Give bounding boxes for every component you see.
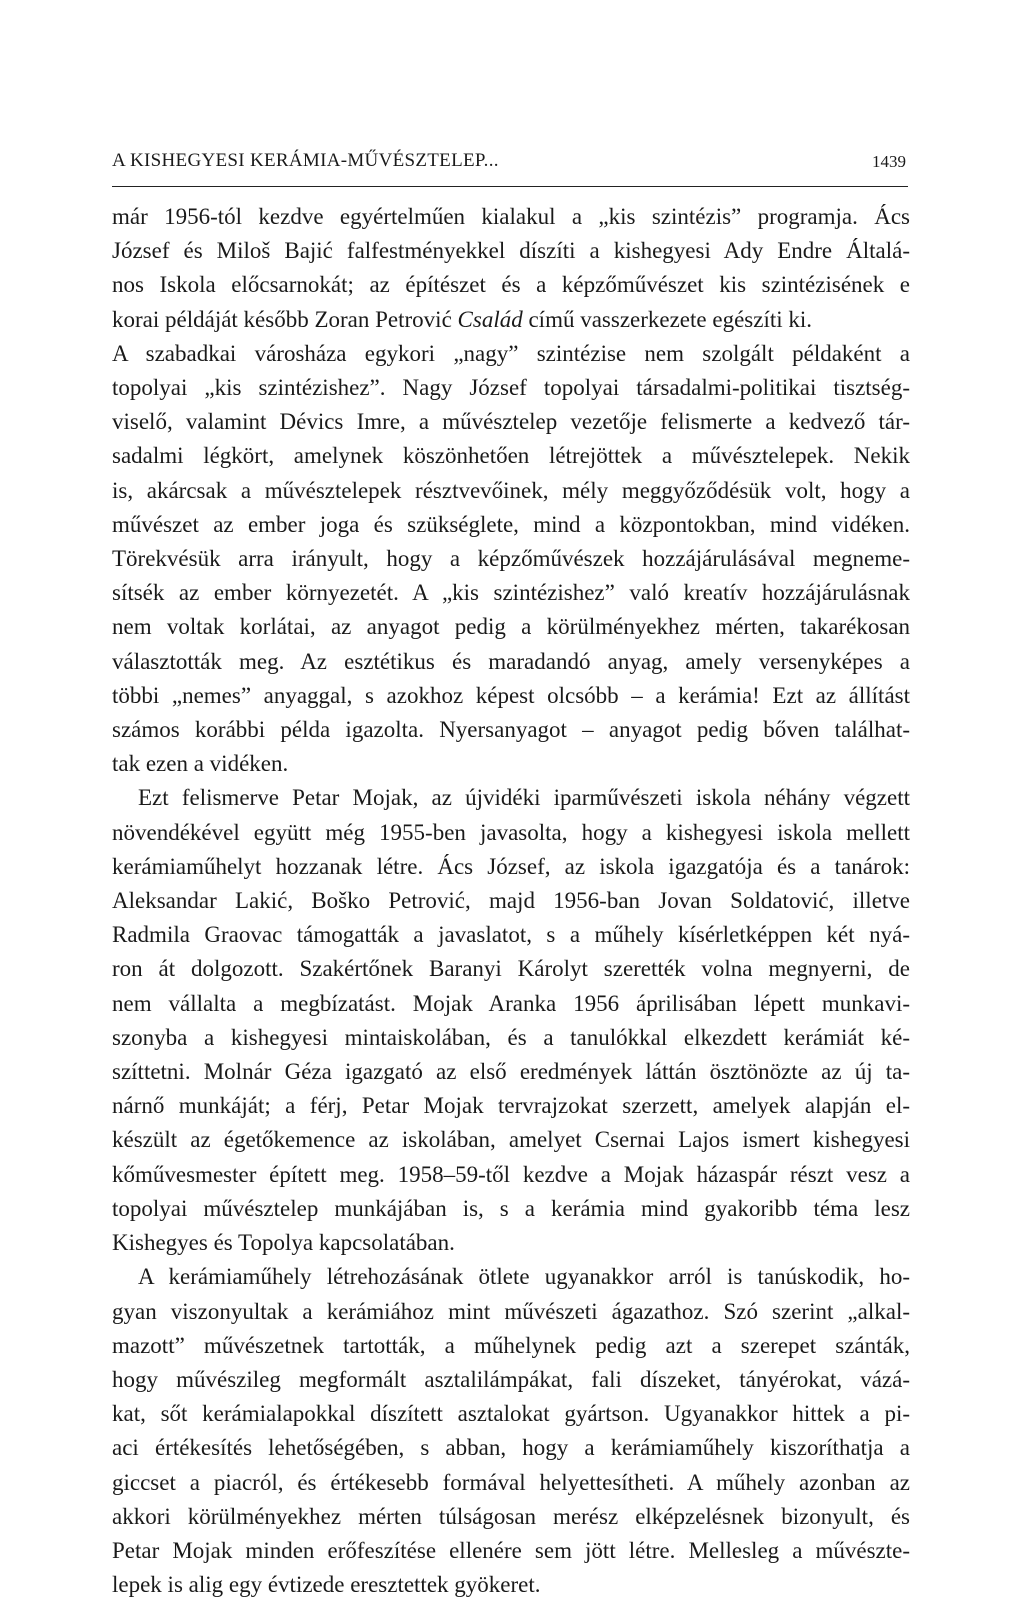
text-line: nos Iskola előcsarnokát; az építészet és a képzőművészet kis szintézisének e: [112, 272, 910, 298]
page-number: 1439: [872, 152, 906, 171]
text-line: mazott” művészetnek tartották, a műhelynek pedig azt a szerepet szánták,: [112, 1332, 910, 1358]
text-line: szonyba a kishegyesi mintaiskolában, és a tanulókkal elkezdett kerámiát ké-: [112, 1024, 910, 1050]
text-line: aci értékesítés lehetőségében, s abban, hogy a kerámiaműhely kiszoríthatja a: [112, 1435, 910, 1461]
text-line: József és Miloš Bajić falfestményekkel díszíti a kishegyesi Ady Endre Általá-: [112, 238, 910, 264]
text-line: Törekvésük arra irányult, hogy a képzőművészek hozzájárulásával megneme-: [112, 546, 910, 572]
paragraph: [112, 200, 910, 337]
running-header: [112, 146, 908, 187]
text-line: Aleksandar Lakić, Boško Petrović, majd 1956-ban Jovan Soldatović, illetve: [112, 888, 910, 914]
paragraph: [112, 781, 910, 1260]
running-title: A KISHEGYESI KERÁMIA-MŰVÉSZTELEP...: [112, 150, 499, 171]
paragraph: [112, 1260, 910, 1602]
text-line: nárnő munkáját; a férj, Petar Mojak tervrajzokat szerzett, amelyek alapján el-: [112, 1093, 910, 1119]
text-line: Ezt felismerve Petar Mojak, az újvidéki iparművészeti iskola néhány végzett: [138, 785, 910, 811]
text-line: többi „nemes” anyaggal, s azokhoz képest olcsóbb – a kerámia! Ezt az állítást: [112, 682, 910, 708]
text-line: már 1956-tól kezdve egyértelműen kialakul a „kis szintézis” programja. Ács: [112, 204, 910, 229]
text-line: számos korábbi példa igazolta. Nyersanyagot – anyagot pedig bőven találhat-: [112, 717, 910, 743]
paragraph: [112, 337, 910, 782]
text-line: akkori körülményekhez mérten túlságosan merész elképzelésnek bizonyult, és: [112, 1503, 910, 1529]
text-line: gyan viszonyultak a kerámiához mint művészeti ágazathoz. Szó szerint „alkal-: [112, 1298, 910, 1324]
text-line: nem vállalta a megbízatást. Mojak Aranka 1956 áprilisában lépett munkavi-: [112, 990, 910, 1016]
body-text: [112, 200, 910, 1602]
text-line: topolyai művésztelep munkájában is, s a kerámia mind gyakoribb téma lesz: [112, 1195, 910, 1221]
text-line: készült az égetőkemence az iskolában, amelyet Csernai Lajos ismert kishegyesi: [112, 1127, 910, 1153]
text-line: szíttetni. Molnár Géza igazgató az első eredmények láttán ösztönözte az új ta-: [112, 1059, 910, 1085]
text-line: Petar Mojak minden erőfeszítése ellenére sem jött létre. Mellesleg a művészte-: [112, 1537, 910, 1563]
text-line: kat, sőt kerámialapokkal díszített asztalokat gyártson. Ugyanakkor hittek a pi-: [112, 1401, 910, 1427]
text-line: növendékével együtt még 1955-ben javasolta, hogy a kishegyesi iskola mellett: [112, 819, 910, 845]
text-line: Kishegyes és Topolya kapcsolatában.: [112, 1230, 455, 1256]
text-line: topolyai „kis szintézishez”. Nagy József topolyai társadalmi-politikai tisztség-: [112, 375, 910, 401]
text-line: A szabadkai városháza egykori „nagy” szintézise nem szolgált példaként a: [112, 340, 910, 366]
text-line: választották meg. Az esztétikus és maradandó anyag, amely versenyképes a: [112, 648, 910, 674]
text-line: kerámiaműhelyt hozzanak létre. Ács József, az iskola igazgatója és a tanárok:: [112, 853, 910, 879]
text-line: nem voltak korlátai, az anyagot pedig a körülményekhez mérten, takarékosan: [112, 614, 910, 640]
text-line: ron át dolgozott. Szakértőnek Baranyi Károlyt szerették volna megnyerni, de: [112, 956, 910, 982]
text-line: viselő, valamint Dévics Imre, a művésztelep vezetője felismerte a kedvező tár-: [112, 409, 910, 435]
text-line: is, akárcsak a művésztelepek résztvevőinek, mély meggyőződésük volt, hogy a: [112, 477, 910, 503]
text-line: sadalmi légkört, amelynek köszönhetően létrejöttek a művésztelepek. Nekik: [112, 443, 910, 469]
text-line: sítsék az ember környezetét. A „kis szintézishez” való kreatív hozzájárulásnak: [112, 580, 910, 606]
work-title: Család: [457, 306, 523, 332]
text-line: kőművesmester épített meg. 1958–59-től kezdve a Mojak házaspár részt vesz a: [112, 1161, 910, 1187]
text-line: lepek is alig egy évtizede eresztettek gyökeret.: [112, 1572, 541, 1598]
text-line: tak ezen a vidéken.: [112, 751, 289, 777]
text-line: A kerámiaműhely létrehozásának ötlete ugyanakkor arról is tanúskodik, ho-: [138, 1264, 910, 1290]
text-line: giccset a piacról, és értékesebb formával helyettesítheti. A műhely azonban az: [112, 1469, 910, 1495]
text-line: Radmila Graovac támogatták a javaslatot, s a műhely kísérletképpen két nyá-: [112, 922, 910, 948]
text-line: hogy művészileg megformált asztalilámpákat, fali díszeket, tányérokat, vázá-: [112, 1366, 910, 1392]
text-line: művészet az ember joga és szükséglete, mind a központokban, mind vidéken.: [112, 511, 910, 537]
text-line: korai példáját később Zoran Petrović Család című vasszerkezete egészíti ki.: [112, 306, 813, 332]
